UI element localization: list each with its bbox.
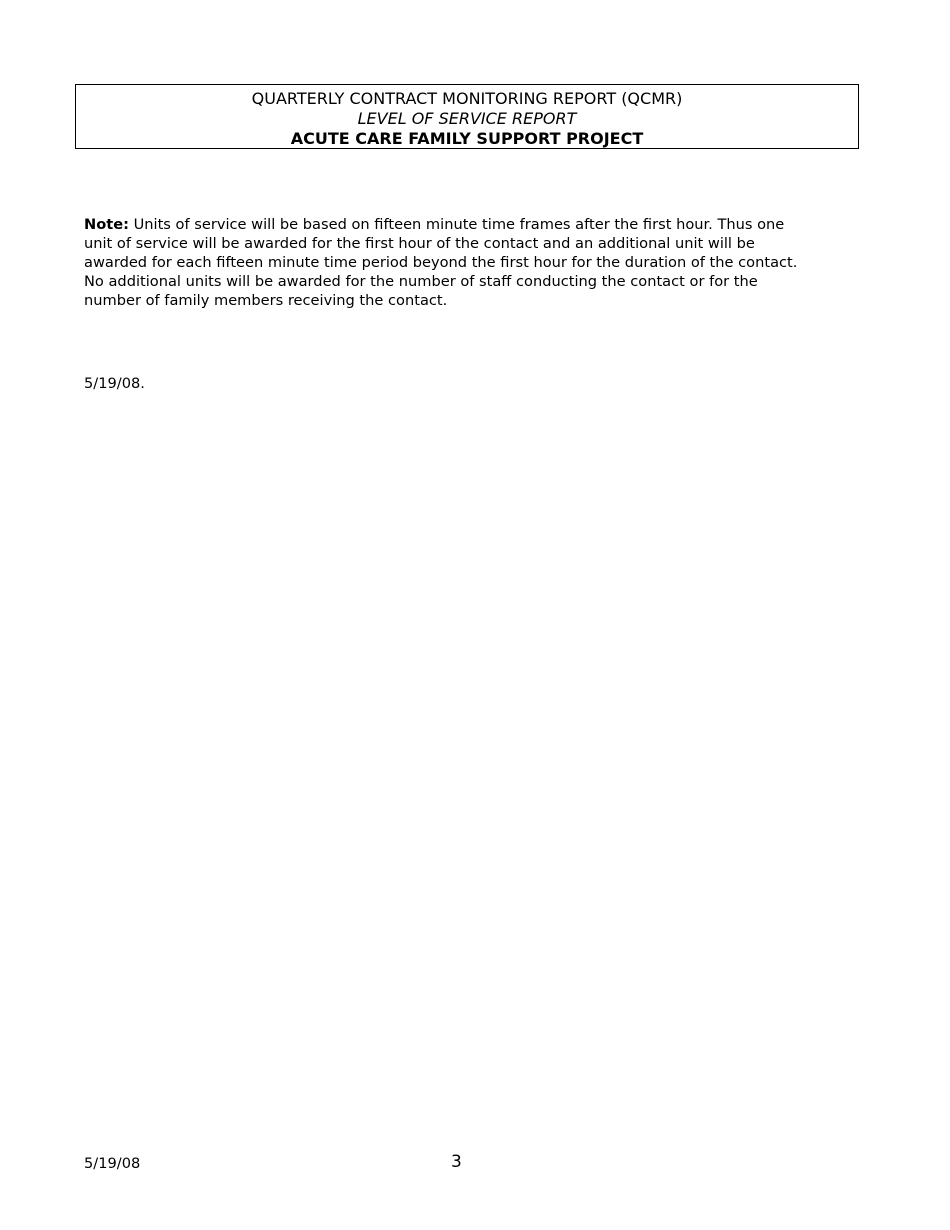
page-number: 3 xyxy=(451,1152,462,1172)
note-line-3: awarded for each fifteen minute time period beyond the first hour for the duration of the contact. xyxy=(84,254,798,271)
report-header-box xyxy=(75,84,859,149)
report-title: QUARTERLY CONTRACT MONITORING REPORT (QCMR) xyxy=(251,89,683,108)
note-line-1 xyxy=(84,215,864,234)
note-line-2: unit of service will be awarded for the first hour of the contact and an additional unit will be xyxy=(84,235,755,252)
note-line-4: No additional units will be awarded for the number of staff conducting the contact or for the xyxy=(84,273,758,290)
note-line-5: number of family members receiving the contact. xyxy=(84,292,448,309)
body-date: 5/19/08. xyxy=(84,375,145,392)
footer-date: 5/19/08 xyxy=(84,1155,141,1172)
note-text-1: Units of service will be based on fifteen minute time frames after the first hour. Thus one xyxy=(128,216,785,233)
note-paragraph xyxy=(84,215,864,310)
project-title: ACUTE CARE FAMILY SUPPORT PROJECT xyxy=(290,129,644,148)
report-subtitle: LEVEL OF SERVICE REPORT xyxy=(357,109,577,128)
note-label: Note: xyxy=(84,216,129,233)
